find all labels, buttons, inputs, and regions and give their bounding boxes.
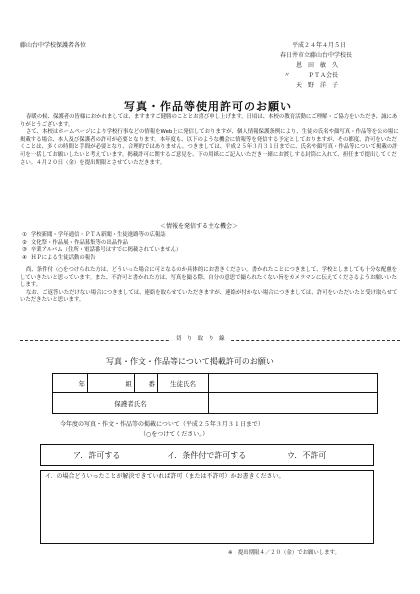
list-mark: ③	[22, 247, 27, 254]
class-label: 組	[88, 374, 135, 393]
list-text: 卒業アルバム（住所・電話番号はすでに掲載されていません）	[30, 247, 182, 254]
options-box	[40, 444, 374, 466]
date: 平成２４年４月５日	[292, 42, 347, 49]
paragraph: 春暖の候、保護者の皆様におかれましては、ますますご健勝のこととお喜び申し上げます。日頃は、本校の教育活動にご理解・ご協力をいただき、誠にありがとうございます。	[20, 114, 398, 128]
option-permit[interactable]: ア．許可する	[73, 451, 121, 460]
list-heading: ＜情報を発信する主な機会＞	[160, 223, 239, 230]
student-name-label: 生徒氏名	[158, 374, 209, 393]
list-text: 文化祭・作品展・作品募集等の出品作品	[30, 239, 128, 246]
condition-prompt: イ．の場合どういったことが解決できていれば許可（または不許可）かお書きください。	[45, 473, 285, 480]
paragraph: さて、本校はホームページにより学校行事などの情報をWeb上に発信しておりますが、個人情報保護条例により、生徒の氏名や顔写真・作品等を公の場に掲載する場合、本人及び保護者の許可が必要となります。本年度も、以下のような機会に情報等を発信する予定としておりますが、その都度、許可をいただくことは、多くの時間と手間が必要となり、合理的ではありません。つきましては、平成２５年３月３１日までに、氏名や顔写真・作品等について掲載の許可を一括してお願いしたいと考えています。掲載許可に関するご意見を、下の用紙にご記入いただき一緒にお渡しする封筒に入れて、担任まで提出してください。４月２０日（金）を提出期限とさせていただきます。	[20, 129, 399, 166]
form-title: 写真・作文・作品等について掲載許可のお願い	[106, 357, 274, 366]
number-label: 番	[135, 374, 158, 393]
list-mark: ①	[22, 232, 27, 238]
deadline-note: ※ 提出期限４／２０（金）でお願いします。	[228, 550, 340, 556]
pta-name: 天 野 洋 子	[296, 82, 339, 89]
cut-line	[20, 336, 400, 344]
note-paragraph: 尚、条件付（○をつけられた方は、どういった場合に可となるのか具体的にお書きください。書かれたことにつきまして、学校としましても十分な配慮をしていきたいと思っています。また、不許可と書かれた方は、写真を撮る際、自分の意思で撮られたくない旨をカメラマンに伝えてくださるようお願いいたします。	[20, 267, 398, 289]
list-item	[22, 255, 382, 263]
note-paragraph: なお、ご返答いただけない場合につきましては、連絡を取らせていただきますが、連絡が付かない場合につきましては、許可をいただいたと受け取らせていただきたいと思います。	[20, 289, 398, 304]
list-mark: ②	[22, 239, 27, 246]
school-name: 春日井市立藤山台中学校長	[280, 52, 353, 59]
page-title: 写真・作品等使用許可のお願い	[124, 100, 292, 113]
guardian-name-label: 保護者氏名	[53, 393, 209, 414]
recipient-line: 藤山台中学校保護者各位	[20, 42, 87, 49]
question-line2: （○をつけてください。）	[140, 431, 209, 438]
list-text: 学校新聞・学年通信・ＰＴＡ新聞・生徒進路等の広報誌	[30, 232, 166, 238]
pta-title: 〃 ＰＴＡ会長	[284, 72, 339, 79]
notes	[20, 267, 400, 305]
principal-name: 恩 田 敏 久	[296, 62, 339, 69]
question-line1: 今年度の写真・作文・作品等の掲載について（平成２５年３月３１日まで）	[60, 421, 264, 428]
student-name-field[interactable]	[209, 374, 378, 393]
condition-box[interactable]	[40, 470, 374, 544]
list-item	[22, 232, 382, 240]
option-deny[interactable]: ウ．不許可	[287, 451, 327, 460]
list	[22, 232, 382, 262]
list-item	[22, 247, 382, 255]
list-text: ＨＰによる生徒活動の報告	[30, 254, 96, 261]
student-info-table	[52, 373, 378, 414]
year-label: 年	[53, 374, 88, 393]
guardian-name-field[interactable]	[209, 393, 378, 414]
option-conditional[interactable]: イ．条件付で許可する	[167, 451, 247, 460]
list-mark: ④	[22, 254, 27, 261]
cut-line-label: 切 り 取 り 線	[170, 336, 231, 344]
body-text	[20, 114, 400, 167]
